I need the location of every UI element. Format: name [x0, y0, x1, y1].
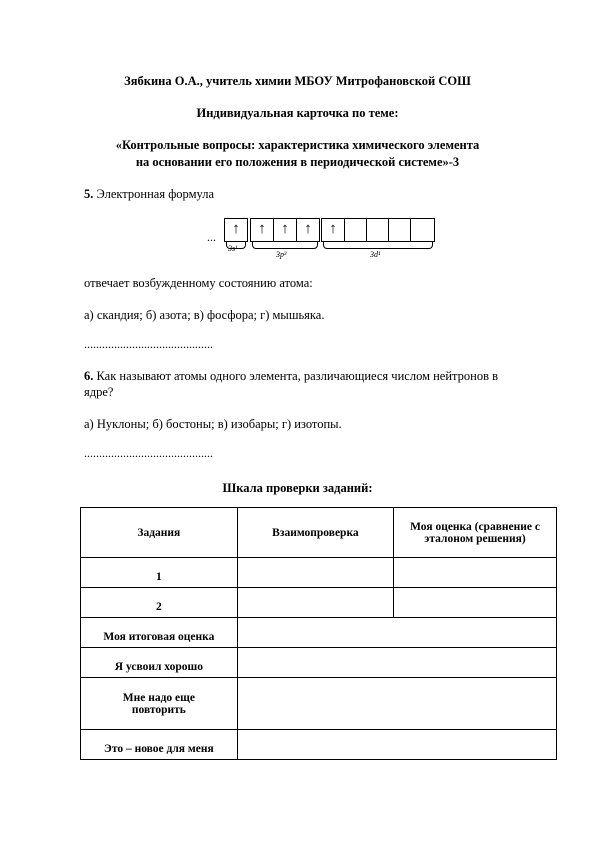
summary-value-cell[interactable]: [237, 648, 556, 678]
orbital-cell: [366, 219, 389, 241]
task-number: 1: [81, 558, 238, 588]
question-5-options: а) скандия; б) азота; в) фосфора; г) мышьяка.: [84, 308, 325, 322]
orbital-cell: ↑: [232, 221, 240, 237]
question-6-text: Как называют атомы одного элемента, различающиеся числом нейтронов в: [96, 369, 499, 383]
question-5-number: 5.: [84, 187, 94, 201]
author-line: Зябкина О.А., учитель химии МБОУ Митрофановской СОШ: [124, 74, 471, 88]
table-row: [81, 558, 557, 588]
summary-label: Это – новое для меня: [81, 730, 238, 760]
topic-line-2: на основании его положения в периодической системе»-3: [135, 155, 460, 169]
summary-value-cell[interactable]: [237, 730, 556, 760]
orbital-cell: ↑: [251, 219, 274, 241]
my-grade-cell[interactable]: [394, 588, 557, 618]
table-header-row: [81, 508, 557, 558]
orbital-cell: [388, 219, 411, 241]
summary-value-cell[interactable]: [237, 678, 556, 730]
orbital-cell: ↑: [322, 219, 345, 241]
table-row: [81, 730, 557, 760]
question-5-answer-line: ...........................................: [84, 337, 213, 351]
orbital-cell: [410, 219, 432, 241]
summary-label: Моя итоговая оценка: [81, 618, 238, 648]
orbital-prefix: ...: [207, 230, 216, 244]
label-3d: 3d¹: [370, 250, 381, 259]
question-6-options: а) Нуклоны; б) бостоны; в) изобары; г) изотопы.: [84, 417, 342, 431]
summary-label: Мне надо еще повторить: [81, 678, 238, 730]
question-5-continuation: отвечает возбужденному состоянию атома:: [84, 276, 313, 290]
table-row: [81, 588, 557, 618]
question-6-line-1: [84, 369, 498, 384]
scale-title: Шкала проверки заданий:: [222, 481, 373, 495]
summary-label: Я усвоил хорошо: [81, 648, 238, 678]
orbital-3p: [250, 218, 320, 242]
header-peer-review: Взаимопроверка: [237, 508, 393, 558]
orbital-cell: [344, 219, 367, 241]
card-title: Индивидуальная карточка по теме:: [196, 106, 399, 120]
orbital-3s: [224, 218, 248, 242]
orbital-3d: [321, 218, 435, 242]
table-row: [81, 618, 557, 648]
orbital-cell: ↑: [304, 221, 312, 237]
my-grade-cell[interactable]: [394, 558, 557, 588]
question-5: [84, 187, 214, 202]
topic-line-1: «Контрольные вопросы: характеристика химического элемента: [115, 138, 480, 152]
label-3s: 3s¹: [228, 244, 238, 253]
grading-table: [80, 507, 557, 760]
header-tasks: Задания: [81, 508, 238, 558]
brace-3d: [323, 242, 433, 249]
peer-review-cell[interactable]: [237, 588, 393, 618]
header-my-grade: Моя оценка (сравнение с эталоном решения): [394, 508, 557, 558]
task-number: 2: [81, 588, 238, 618]
question-6-number: 6.: [84, 369, 94, 383]
table-row: [81, 648, 557, 678]
label-3p: 3p³: [276, 250, 287, 259]
brace-3p: [252, 242, 318, 249]
orbital-cell: ↑: [274, 219, 297, 241]
summary-value-cell[interactable]: [237, 618, 556, 648]
question-5-text: Электронная формула: [96, 187, 215, 201]
peer-review-cell[interactable]: [237, 558, 393, 588]
table-row: [81, 678, 557, 730]
question-6-line-2: ядре?: [84, 385, 114, 399]
question-6-answer-line: ...........................................: [84, 446, 213, 460]
